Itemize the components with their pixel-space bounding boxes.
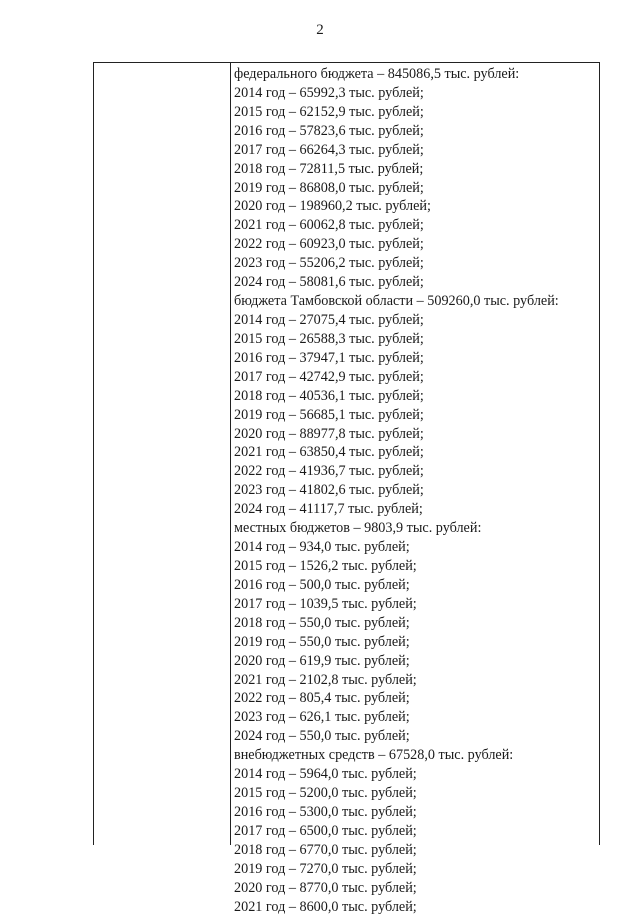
funding-table [93,62,600,915]
funding-line: 2014 год – 65992,3 тыс. рублей; [234,84,424,101]
funding-line: 2020 год – 8770,0 тыс. рублей; [234,879,417,896]
page-number: 2 [316,22,324,38]
funding-line: 2018 год – 40536,1 тыс. рублей; [234,387,424,404]
funding-line: 2019 год – 550,0 тыс. рублей; [234,633,410,650]
funding-line: 2017 год – 66264,3 тыс. рублей; [234,141,424,158]
funding-line: 2023 год – 41802,6 тыс. рублей; [234,482,424,499]
table-label-cell [94,63,231,845]
funding-line: 2019 год – 56685,1 тыс. рублей; [234,406,424,423]
funding-line: 2021 год – 8600,0 тыс. рублей; [234,898,417,915]
funding-line: 2024 год – 41117,7 тыс. рублей; [234,501,423,518]
funding-line: 2017 год – 42742,9 тыс. рублей; [234,368,424,385]
funding-line: 2018 год – 72811,5 тыс. рублей; [234,160,424,177]
funding-line: 2016 год – 37947,1 тыс. рублей; [234,349,424,366]
funding-line: 2019 год – 86808,0 тыс. рублей; [234,179,424,196]
funding-line: 2014 год – 27075,4 тыс. рублей; [234,311,424,328]
funding-line: 2014 год – 5964,0 тыс. рублей; [234,766,417,783]
funding-line: 2024 год – 550,0 тыс. рублей; [234,728,410,745]
funding-line: 2018 год – 550,0 тыс. рублей; [234,614,410,631]
funding-line: бюджета Тамбовской области – 509260,0 тыс. рублей: [234,293,559,310]
funding-line: 2024 год – 58081,6 тыс. рублей; [234,274,424,291]
funding-line: местных бюджетов – 9803,9 тыс. рублей: [234,520,482,537]
funding-line: 2015 год – 26588,3 тыс. рублей; [234,330,424,347]
funding-line: внебюджетных средств – 67528,0 тыс. рублей: [234,747,514,764]
funding-line: 2015 год – 5200,0 тыс. рублей; [234,785,417,802]
funding-line: 2021 год – 63850,4 тыс. рублей; [234,444,424,461]
funding-line: 2022 год – 60923,0 тыс. рублей; [234,236,424,253]
funding-line: 2019 год – 7270,0 тыс. рублей; [234,860,417,877]
funding-line: 2020 год – 198960,2 тыс. рублей; [234,198,431,215]
funding-line: 2016 год – 500,0 тыс. рублей; [234,576,410,593]
funding-line: 2018 год – 6770,0 тыс. рублей; [234,841,417,858]
funding-line: 2017 год – 1039,5 тыс. рублей; [234,595,417,612]
funding-line: 2016 год – 5300,0 тыс. рублей; [234,803,417,820]
funding-line: 2015 год – 62152,9 тыс. рублей; [234,103,424,120]
funding-line: 2014 год – 934,0 тыс. рублей; [234,539,410,556]
funding-line: 2022 год – 41936,7 тыс. рублей; [234,463,424,480]
table-content-cell [231,63,599,915]
funding-line: 2022 год – 805,4 тыс. рублей; [234,690,410,707]
funding-line: 2023 год – 626,1 тыс. рублей; [234,709,410,726]
funding-line: 2020 год – 88977,8 тыс. рублей; [234,425,424,442]
funding-line: 2023 год – 55206,2 тыс. рублей; [234,255,424,272]
funding-line: 2021 год – 2102,8 тыс. рублей; [234,671,417,688]
funding-line: 2021 год – 60062,8 тыс. рублей; [234,217,424,234]
funding-line: 2020 год – 619,9 тыс. рублей; [234,652,410,669]
funding-line: 2016 год – 57823,6 тыс. рублей; [234,122,424,139]
funding-line: федерального бюджета – 845086,5 тыс. рублей: [234,66,520,82]
funding-line: 2015 год – 1526,2 тыс. рублей; [234,557,417,574]
funding-line: 2017 год – 6500,0 тыс. рублей; [234,822,417,839]
